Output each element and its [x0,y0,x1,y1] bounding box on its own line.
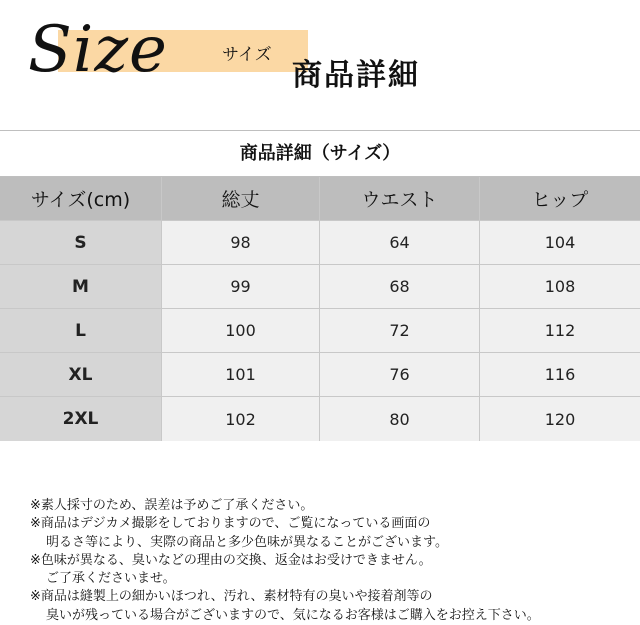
length-value: 98 [162,221,320,265]
length-value: 99 [162,265,320,309]
note-line: ※商品はデジカメ撮影をしておりますので、ご覧になっている画面の [30,516,431,532]
column-header-hip: ヒップ [480,177,640,221]
table-row [0,309,640,353]
size-table [0,130,640,440]
table-row [0,397,640,441]
size-header [0,0,640,110]
hip-value: 120 [480,397,640,441]
size-label: M [0,265,162,309]
note-line: ※色味が異なる、臭いなどの理由の交換、返金はお受けできません。 [30,552,432,568]
length-value: 102 [162,397,320,441]
note-line: ご了承くださいませ。 [46,571,176,587]
size-label: XL [0,353,162,397]
column-header-size: サイズ(cm) [0,177,162,221]
column-header-waist: ウエスト [320,177,480,221]
waist-value: 68 [320,265,480,309]
table-row [0,221,640,265]
hip-value: 112 [480,309,640,353]
disclaimer-notes [30,497,630,625]
page-title: 商品詳細 [292,58,420,93]
hip-value: 104 [480,221,640,265]
waist-value: 72 [320,309,480,353]
note-line: ※商品は縫製上の細かいほつれ、汚れ、素材特有の臭いや接着剤等の [30,589,433,605]
kana-size-label: サイズ [222,45,272,65]
note-line: 臭いが残っている場合がございますので、気になるお客様はご購入をお控え下さい。 [46,607,540,623]
length-value: 101 [162,353,320,397]
waist-value: 80 [320,397,480,441]
length-value: 100 [162,309,320,353]
waist-value: 64 [320,221,480,265]
waist-value: 76 [320,353,480,397]
script-size-title: Size [28,13,168,87]
table-caption: 商品詳細（サイズ） [0,131,640,177]
table-header-row [0,177,640,221]
table-row [0,353,640,397]
note-line: ※素人採寸のため、誤差は予めご了承ください。 [30,498,314,513]
hip-value: 108 [480,265,640,309]
size-label: L [0,309,162,353]
table-row [0,265,640,309]
size-label: S [0,221,162,265]
size-label: 2XL [0,397,162,441]
hip-value: 116 [480,353,640,397]
column-header-length: 総丈 [162,177,320,221]
note-line: 明るさ等により、実際の商品と多少色味が異なることがございます。 [46,534,448,550]
